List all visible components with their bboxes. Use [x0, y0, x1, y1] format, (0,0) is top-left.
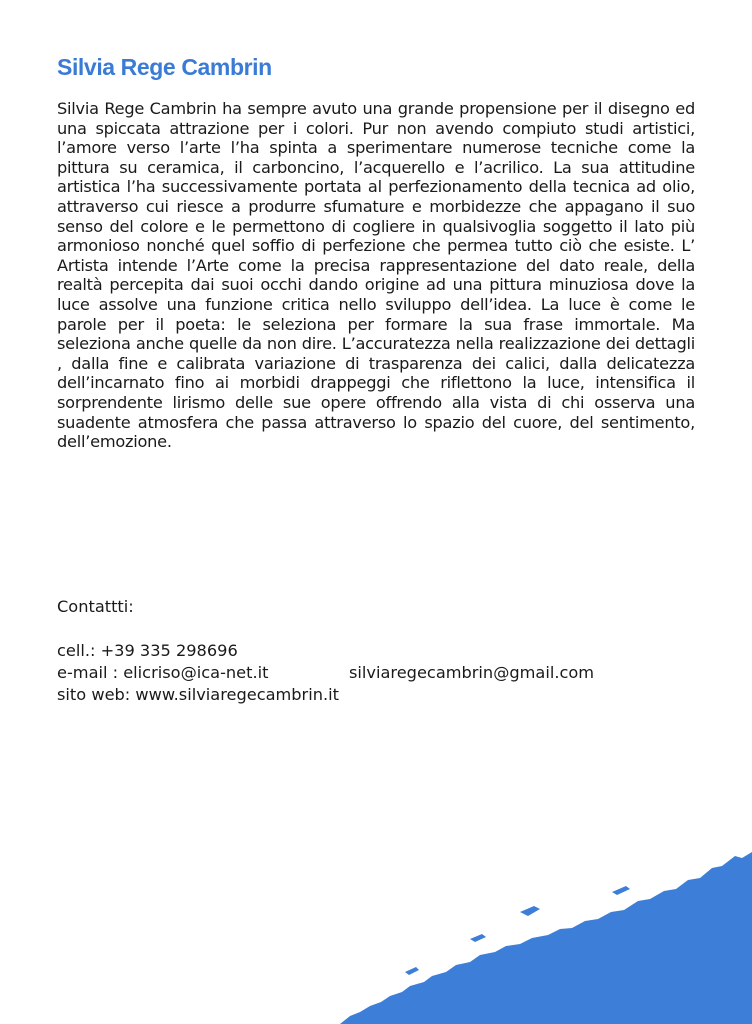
email-primary[interactable]: e-mail : elicriso@ica-net.it: [57, 663, 269, 682]
cell-phone: cell.: +39 335 298696: [57, 641, 238, 660]
brush-stroke-fleck: [405, 967, 419, 975]
page-title: Silvia Rege Cambrin: [57, 54, 272, 80]
brush-stroke-fleck: [520, 906, 540, 916]
brush-stroke-fleck: [612, 886, 630, 895]
contacts-heading: Contattti:: [57, 597, 134, 616]
website-link[interactable]: sito web: www.silviaregecambrin.it: [57, 685, 339, 704]
brush-stroke-shape: [340, 852, 752, 1024]
email-secondary[interactable]: silviaregecambrin@gmail.com: [349, 663, 595, 682]
bio-paragraph: Silvia Rege Cambrin ha sempre avuto una grande propensione per il disegno ed una spiccata attrazione per i colori. Pur non avendo compiuto studi artistici, l’amore verso l’arte l’ha spinta a sperimentare numerose tecniche come la pittura su ceramica, il carboncino, l’acquerello e l’acrilico. La sua attitudine artistica l’ha successivamente portata al perfezionamento della tecnica ad olio, attraverso cui riesce a produrre sfumature e morbidezze che appagano il suo senso del colore e le permettono di cogliere in qualsivoglia soggetto il lato più armonioso nonché quel soffio di perfezione che permea tutto ciò che esiste. L’ Artista intende l’Arte come la precisa rappresentazione del dato reale, della realtà percepita dai suoi occhi dando origine ad una pittura minuziosa dove la luce assolve una funzione critica nello sviluppo dell’idea. La luce è come le parole per il poeta: le seleziona per formare la sua frase immortale. Ma seleziona anche quelle da non dire. L’accuratezza nella realizzazione dei dettagli , dalla fine e calibrata variazione di trasparenza dei calici, dalla delicatezza dell’incarnato fino ai morbidi drappeggi che riflettono la luce, intensifica il sorprendente lirismo delle sue opere offrendo alla vista di chi osserva una suadente atmosfera che passa attraverso lo spazio del cuore, del sentimento, dell’emozione.: [57, 99, 695, 452]
brush-stroke-fleck: [470, 934, 486, 942]
